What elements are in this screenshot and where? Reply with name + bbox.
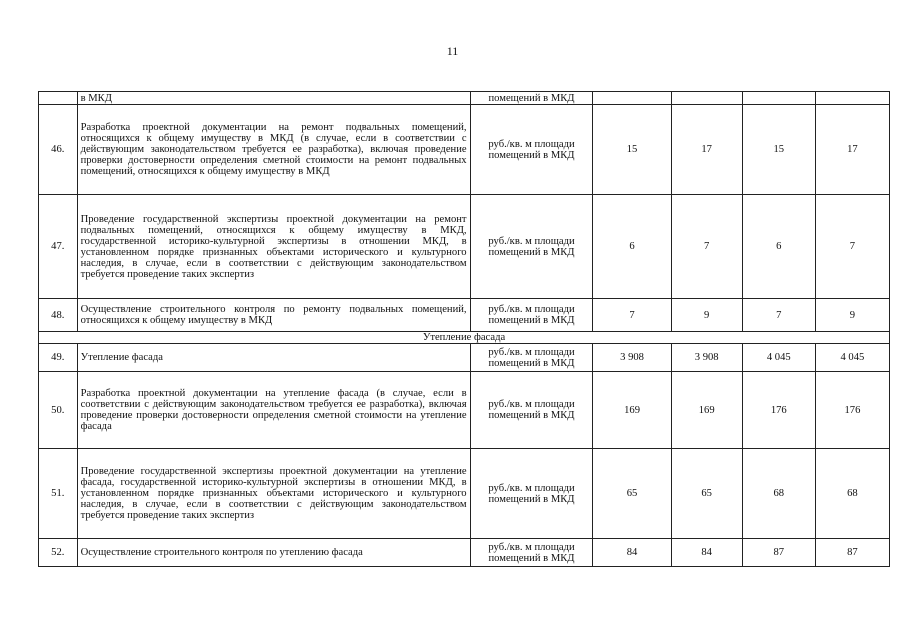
value-cell: 68 <box>742 449 815 539</box>
value-cell: 3 908 <box>593 344 671 372</box>
unit-of-measure: руб./кв. м площади помещений в МКД <box>470 344 593 372</box>
value-cell: 9 <box>671 299 742 332</box>
value-cell <box>815 92 889 105</box>
value-cell <box>593 92 671 105</box>
work-description: Осуществление строительного контроля по утеплению фасада <box>77 539 470 567</box>
table-row <box>39 449 890 539</box>
value-cell: 169 <box>671 372 742 449</box>
table-body <box>39 92 890 567</box>
value-cell: 6 <box>593 195 671 299</box>
row-number: 47. <box>39 195 78 299</box>
table-row <box>39 299 890 332</box>
value-cell: 7 <box>815 195 889 299</box>
unit-of-measure: руб./кв. м площади помещений в МКД <box>470 195 593 299</box>
row-number: 46. <box>39 105 78 195</box>
value-cell: 6 <box>742 195 815 299</box>
row-number: 50. <box>39 372 78 449</box>
unit-of-measure: помещений в МКД <box>470 92 593 105</box>
work-description: Разработка проектной документации на утепление фасада (в случае, если в соответствии с действующим законодательством требуется ее разработка), включая проведение проверки достоверности определения сметной стоимости на утепление фасада <box>77 372 470 449</box>
value-cell: 7 <box>742 299 815 332</box>
value-cell: 84 <box>593 539 671 567</box>
value-cell: 176 <box>742 372 815 449</box>
section-row <box>39 332 890 344</box>
table-row <box>39 539 890 567</box>
value-cell: 3 908 <box>671 344 742 372</box>
unit-of-measure: руб./кв. м площади помещений в МКД <box>470 449 593 539</box>
row-number: 51. <box>39 449 78 539</box>
row-number: 49. <box>39 344 78 372</box>
table-row <box>39 344 890 372</box>
value-cell: 84 <box>671 539 742 567</box>
value-cell: 7 <box>593 299 671 332</box>
value-cell: 17 <box>815 105 889 195</box>
value-cell: 68 <box>815 449 889 539</box>
value-cell: 15 <box>742 105 815 195</box>
value-cell: 7 <box>671 195 742 299</box>
work-description: Осуществление строительного контроля по ремонту подвальных помещений, относящихся к общему имуществу в МКД <box>77 299 470 332</box>
work-description: Проведение государственной экспертизы проектной документации на ремонт подвальных помещений, относящихся к общему имуществу в МКД, государственной историко-культурной экспертизы в отношении МКД, в установленном порядке признанных объектами исторического и культурного наследия, в случае, если в соответствии с действующим законодательством требуется проведение таких экспертиз <box>77 195 470 299</box>
table-row <box>39 105 890 195</box>
page-number: 11 <box>446 44 459 58</box>
table-row <box>39 195 890 299</box>
unit-of-measure: руб./кв. м площади помещений в МКД <box>470 105 593 195</box>
work-description: Проведение государственной экспертизы проектной документации на утепление фасада, государственной историко-культурной экспертизы в отношении МКД, в установленном порядке признанных объектами исторического и культурного наследия, в случае, если в соответствии с действующим законодательством требуется проведение таких экспертиз <box>77 449 470 539</box>
unit-of-measure: руб./кв. м площади помещений в МКД <box>470 372 593 449</box>
value-cell: 17 <box>671 105 742 195</box>
value-cell <box>671 92 742 105</box>
value-cell: 176 <box>815 372 889 449</box>
value-cell: 4 045 <box>815 344 889 372</box>
value-cell: 87 <box>742 539 815 567</box>
value-cell: 169 <box>593 372 671 449</box>
value-cell: 65 <box>593 449 671 539</box>
work-description: в МКД <box>77 92 470 105</box>
section-title: Утепление фасада <box>39 332 890 344</box>
work-description: Утепление фасада <box>77 344 470 372</box>
value-cell: 87 <box>815 539 889 567</box>
work-description: Разработка проектной документации на ремонт подвальных помещений, относящихся к общему имуществу в МКД (в случае, если в соответствии с действующим законодательством требуется ее разработка), включая проведение проверки достоверности определения сметной стоимости на ремонт подвальных помещений, относящихся к общему имуществу в МКД <box>77 105 470 195</box>
row-number: 48. <box>39 299 78 332</box>
unit-of-measure: руб./кв. м площади помещений в МКД <box>470 299 593 332</box>
unit-of-measure: руб./кв. м площади помещений в МКД <box>470 539 593 567</box>
value-cell: 15 <box>593 105 671 195</box>
value-cell: 4 045 <box>742 344 815 372</box>
tariff-table <box>38 91 890 567</box>
value-cell: 9 <box>815 299 889 332</box>
row-number <box>39 92 78 105</box>
table-row <box>39 372 890 449</box>
row-number: 52. <box>39 539 78 567</box>
value-cell <box>742 92 815 105</box>
table-row <box>39 92 890 105</box>
value-cell: 65 <box>671 449 742 539</box>
